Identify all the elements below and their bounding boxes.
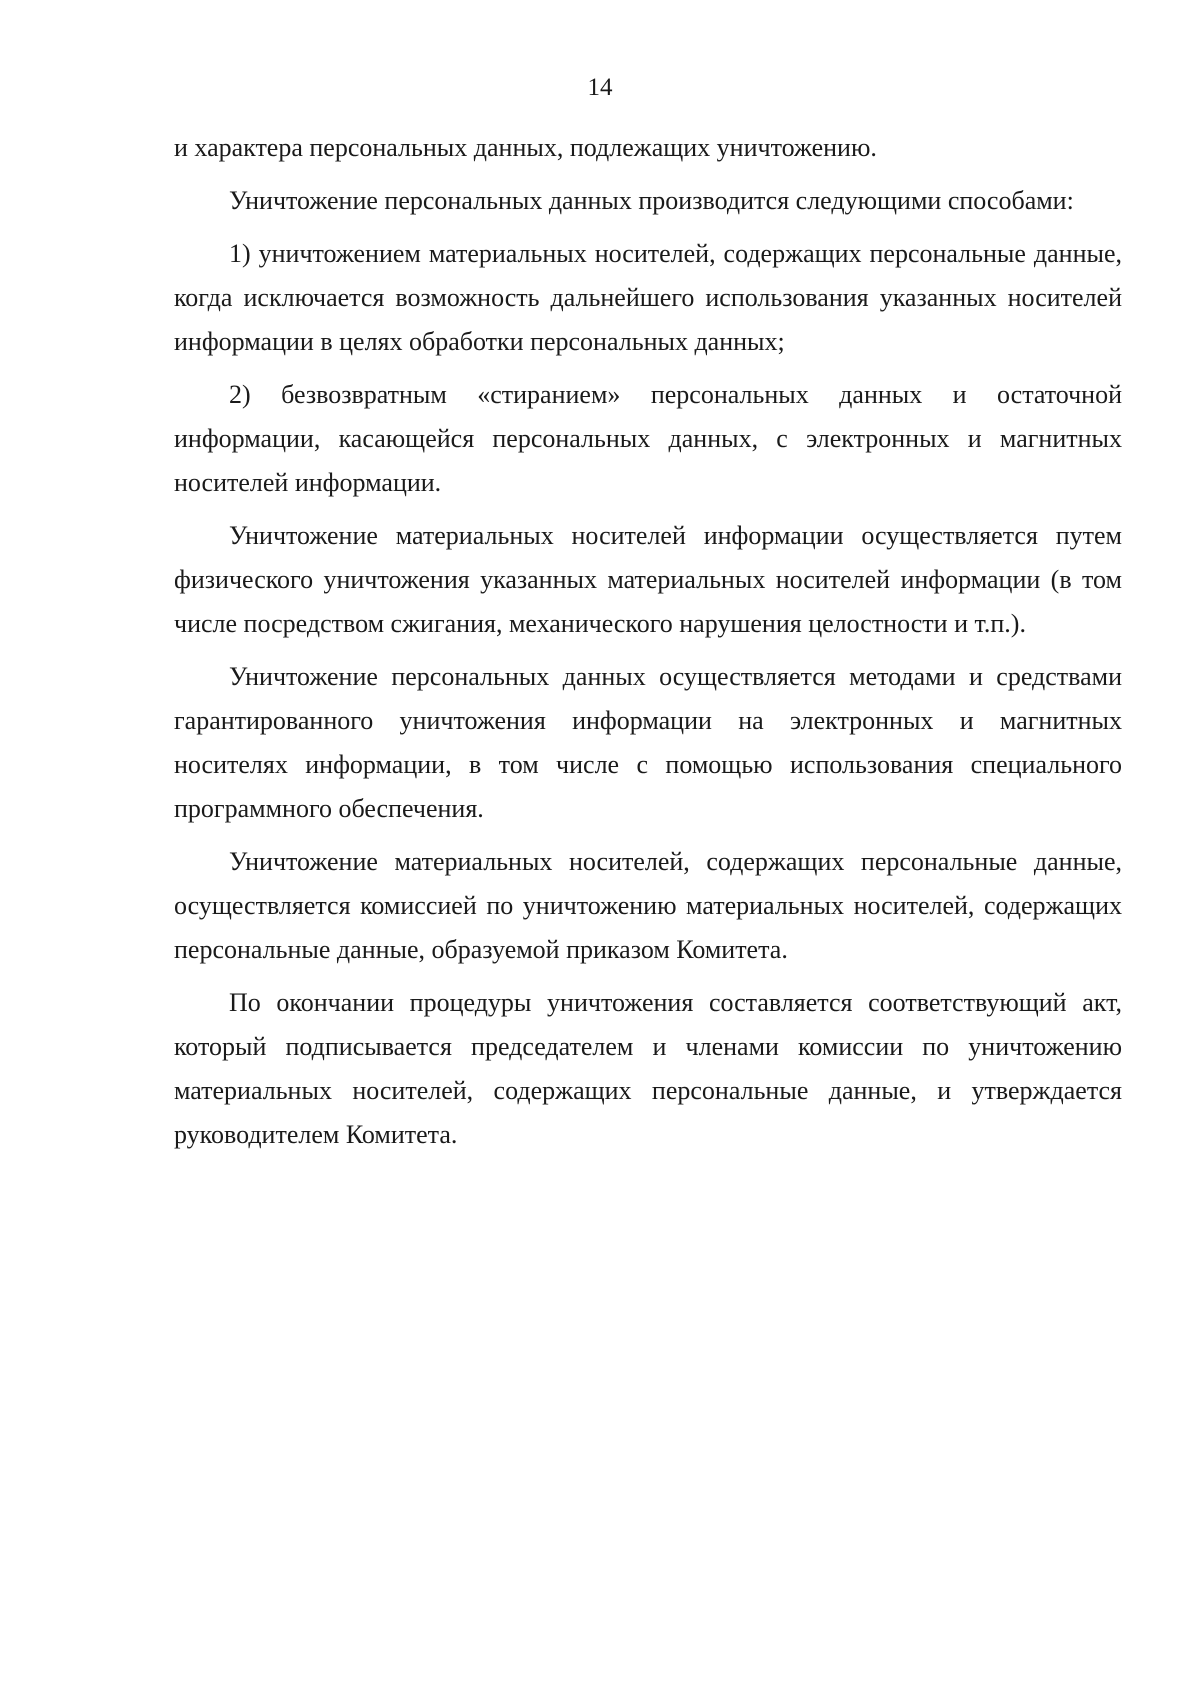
paragraph-physical-destruction: Уничтожение материальных носителей информации осуществляется путем физического уничтожения указанных материальных носителей информации (в том числе посредством сжигания, механического нарушения целостности и т.п.).	[174, 521, 1122, 638]
paragraph-electronic-destruction: Уничтожение персональных данных осуществляется методами и средствами гарантированного уничтожения информации на электронных и магнитных носителях информации, в том числе с помощью использования специального программного обеспечения.	[174, 662, 1122, 823]
paragraph-method-1: 1) уничтожением материальных носителей, содержащих персональные данные, когда исключается возможность дальнейшего использования указанных носителей информации в целях обработки персональных данных;	[174, 239, 1122, 356]
page-number: 14	[587, 74, 613, 101]
paragraph-method-2: 2) безвозвратным «стиранием» персональных данных и остаточной информации, касающейся персональных данных, с электронных и магнитных носителей информации.	[174, 380, 1122, 497]
paragraph-act: По окончании процедуры уничтожения составляется соответствующий акт, который подписывается председателем и членами комиссии по уничтожению материальных носителей, содержащих персональные данные, и утверждается руководителем Комитета.	[174, 988, 1122, 1149]
paragraph-commission: Уничтожение материальных носителей, содержащих персональные данные, осуществляется комиссией по уничтожению материальных носителей, содержащих персональные данные, образуемой приказом Комитета.	[174, 847, 1122, 964]
paragraph-continuation: и характера персональных данных, подлежащих уничтожению.	[174, 133, 877, 162]
document-body	[174, 126, 1122, 1166]
paragraph-destruction-methods-intro: Уничтожение персональных данных производится следующими способами:	[229, 186, 1074, 215]
